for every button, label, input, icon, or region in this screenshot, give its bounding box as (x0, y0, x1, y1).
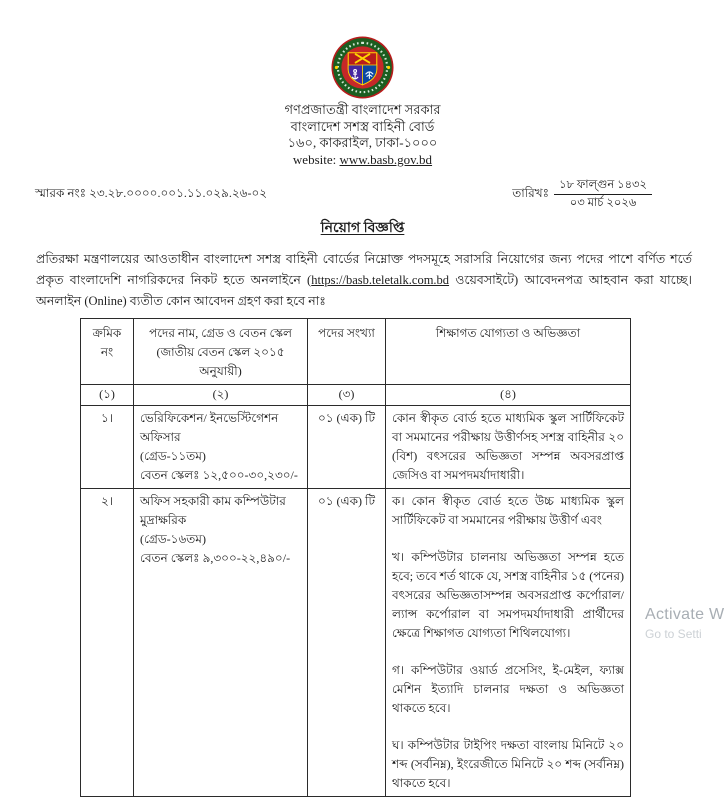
header-count: পদের সংখ্যা (308, 319, 386, 385)
row1-pay-scale: বেতন স্কেলঃ ১২,৫০০-৩০,২৩০/- (140, 468, 298, 482)
date-english: ০৩ মার্চ ২০২৬ (569, 197, 637, 209)
organization-name: বাংলাদেশ সশস্ত্র বাহিনী বোর্ড (290, 118, 435, 134)
intro-text-after: ওয়েবসাইটে) আবেদনপত্র আহবান করা যাচ্ছে। অনলাইন (Online) ব্যতীত কোন আবেদন গ্রহণ করা হবে নাঃ (36, 273, 692, 308)
column-number-row (81, 385, 631, 406)
row2-qualification-ga: গ। কম্পিউটার ওয়ার্ড প্রসেসিং, ই-মেইল, ফ্যাক্স মেশিন ইত্যাদি চালনার দক্ষতা ও অভিজ্ঞতা থাকতে হবে। (392, 663, 624, 715)
organization-address: ১৬০, কাকরাইল, ঢাকা-১০০০ (287, 135, 438, 150)
header-post: পদের নাম, গ্রেড ও বেতন স্কেল (জাতীয় বেতন স্কেল ২০১৫ অনুযায়ী) (134, 319, 308, 385)
row2-vacancy: ০১ (এক) টি (308, 489, 386, 797)
date-block (512, 178, 652, 211)
row1-qualification: কোন স্বীকৃত বোর্ড হতে মাধ্যমিক স্কুল সার্টিফিকেট বা সমমানের পরীক্ষায় উত্তীর্ণসহ সশস্ত্র বাহিনীর ২০ (বিশ) বৎসরের অভিজ্ঞতা সম্পন্ন অবসরপ্রাপ্ত জেসিও বা সমপদমর্যাদাধারী। (392, 411, 624, 482)
row2-serial: ২। (81, 489, 134, 797)
website-link[interactable]: www.basb.gov.bd (339, 151, 433, 167)
row2-qualification-kha: খ। কম্পিউটার চালনায় অভিজ্ঞতা সম্পন্ন হতে হবে; তবে শর্ত থাকে যে, সশস্ত্র বাহিনীর ১৫ (পনের) বৎসরের অভিজ্ঞতাসম্পন্ন অবসরপ্রাপ্ত কর্পোরাল/ল্যান্স কর্পোরাল বা সমপদমর্যাদাধারী প্রার্থীদের ক্ষেত্রে শিক্ষাগত যোগ্যতা শিথিলযোগ্য। (392, 550, 624, 640)
row2-qualification-cell (386, 489, 631, 797)
column-number-4: (৪) (386, 385, 631, 406)
website-line (0, 152, 725, 169)
watermark-line1: Activate W (645, 606, 725, 623)
row1-post-name: ভেরিফিকেশন/ ইনভেস্টিগেশন অফিসার (140, 411, 279, 444)
row2-post-name: অফিস সহকারী কাম কম্পিউটার মুদ্রাক্ষরিক (140, 494, 286, 527)
date-label: তারিখঃ (512, 185, 550, 200)
row2-pay-scale: বেতন স্কেলঃ ৯,৩০০-২২,৪৯০/- (140, 551, 291, 565)
application-portal-link[interactable]: https://basb.teletalk.com.bd (311, 273, 450, 287)
row1-serial: ১। (81, 406, 134, 489)
website-label: website: (292, 151, 340, 167)
row2-qualification-ka: ক। কোন স্বীকৃত বোর্ড হতে উচ্চ মাধ্যমিক স্কুল সার্টিফিকেট বা সমমানের পরীক্ষায় উত্তীর্ণ এবং (392, 494, 624, 527)
row1-post-grade: (গ্রেড-১১তম) (140, 449, 206, 463)
table-row (81, 489, 631, 797)
memo-date-row (0, 178, 725, 211)
row1-vacancy: ০১ (এক) টি (308, 406, 386, 489)
government-name: গণপ্রজাতন্ত্রী বাংলাদেশ সরকার (284, 102, 441, 117)
column-number-1: (১) (81, 385, 134, 406)
header-qualification: শিক্ষাগত যোগ্যতা ও অভিজ্ঞতা (386, 319, 631, 385)
row2-qualification-gha: ঘ। কম্পিউটার টাইপিং দক্ষতা বাংলায় মিনিটে ২০ শব্দ (সর্বনিম্ন), ইংরেজীতে মিনিটে ২০ শব্দ (সর্বনিম্ন) থাকতে হবে। (392, 738, 624, 790)
basb-emblem-icon (331, 36, 394, 99)
memo-number: স্মারক নংঃ ২৩.২৮.০০০০.০০১.১১.০২৯.২৬-০২ (35, 185, 268, 200)
page-title-wrap (0, 216, 725, 240)
page-title: নিয়োগ বিজ্ঞপ্তি (320, 221, 405, 236)
watermark-line2: Go to Setti (645, 627, 702, 641)
table-header-row (81, 319, 631, 385)
letterhead (0, 0, 725, 100)
row2-post-grade: (গ্রেড-১৬তম) (140, 532, 206, 546)
date-stack (554, 178, 652, 211)
table-row (81, 406, 631, 489)
intro-text-before: প্রতিরক্ষা মন্ত্রণালয়ের আওতাধীন বাংলাদেশ সশস্ত্র বাহিনী বোর্ডের নিম্নোক্ত পদসমূহে সরাসরি নিয়োগের জন্য পদের পাশে বর্ণিত শর্তে প্রকৃত বাংলাদেশি নাগরিকদের নিকট হতে অনলাইনে ( (36, 252, 692, 287)
header-serial: ক্রমিক নং (81, 319, 134, 385)
row1-qualification-cell (386, 406, 631, 489)
date-bangla: ১৮ ফাল্গুন ১৪৩২ (554, 178, 652, 195)
posts-table (80, 318, 631, 797)
column-number-3: (৩) (308, 385, 386, 406)
row2-post-cell (134, 489, 308, 797)
org-header (0, 102, 725, 168)
activate-windows-watermark (645, 606, 724, 641)
column-number-2: (২) (134, 385, 308, 406)
row1-post-cell (134, 406, 308, 489)
intro-paragraph (36, 249, 692, 312)
